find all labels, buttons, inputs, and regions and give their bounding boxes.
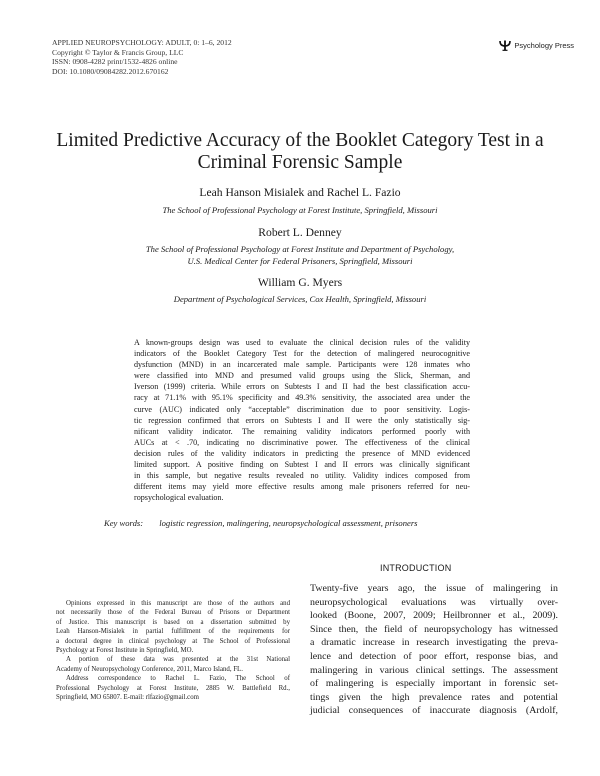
body-line: malingering in various clinical settings. The assessment	[310, 664, 558, 676]
abstract	[134, 337, 470, 503]
affiliation-line: Department of Psychological Services, Cox Health, Springfield, Missouri	[173, 294, 427, 304]
abstract-line: racy at 71.1% with 95.1% specificity and 49.3% sensitivity, the associated area under the	[134, 393, 470, 403]
affiliation-line: The School of Professional Psychology at Forest Institute, Springfield, Missouri	[162, 205, 438, 215]
publisher-logo	[499, 40, 574, 51]
abstract-line: AUCs at < .70, indicating no discriminative power. The effectiveness of the clinical	[134, 437, 470, 447]
body-line: Twenty-five years ago, the issue of malingering in	[310, 583, 558, 594]
footnote-line: A portion of these data was presented at the 31st National	[66, 656, 290, 664]
footnote-line: not necessarily those of the Federal Bureau of Prisons or Department	[56, 609, 290, 617]
affiliation-line: The School of Professional Psychology at Forest Institute and Department of Psychology,	[145, 244, 455, 254]
keywords	[104, 518, 418, 528]
abstract-line: in this sample, but negative results revealed no utility. Validity indices composed from	[134, 471, 470, 481]
author-names: William G. Myers	[257, 276, 343, 289]
article-title	[40, 130, 560, 174]
footnote	[56, 599, 290, 702]
psi-logo-icon	[499, 40, 511, 51]
body-text	[310, 582, 558, 718]
body-line: Since then, the field of neuropsychology has witnessed	[310, 623, 558, 635]
abstract-line: dysfunction (MND) in an incarcerated male sample. Participants were 128 inmates who	[134, 360, 470, 370]
abstract-line: tic regression confirmed that errors on Subtests I and II were the only statistically sig-	[134, 415, 470, 425]
abstract-line: decision rules of the validity indicators in predicting the presence of MND evidenced	[134, 448, 470, 458]
footnote-line: of Justice. This manuscript is based on a dissertation submitted by	[56, 618, 290, 626]
body-line: neuropsychological evaluations was virtually over-	[310, 596, 558, 608]
body-line: tings given the high prevalence rates and potential	[310, 691, 558, 703]
keywords-label: Key words:	[104, 518, 144, 528]
abstract-line: nificant validity indicator. The remaining validity indicators performed poorly with	[134, 426, 470, 436]
footnote-line: Psychology at Forest Institute in Springfield, MO.	[56, 647, 194, 655]
body-line: a dramatic increase in research investigating the preva-	[310, 637, 558, 649]
body-line: of malingering is especially important in forensic set-	[310, 678, 558, 690]
title-line: Limited Predictive Accuracy of the Booklet Category Test in a	[56, 130, 544, 151]
footnote-line: a doctoral degree in clinical psychology at The School of Professional	[56, 637, 290, 645]
abstract-line: indicators of the Booklet Category Test for the detection of malingered neurocognitive	[134, 349, 470, 359]
author-affiliation	[0, 205, 600, 217]
keywords-list: logistic regression, malingering, neuropsychological assessment, prisoners	[159, 518, 418, 528]
section-heading: INTRODUCTION	[380, 563, 452, 573]
publisher-name: Psychology Press	[514, 41, 574, 50]
abstract-line: different items may yield more effective results among male prisoners referred for neu-	[134, 482, 470, 492]
abstract-line: A known-groups design was used to evaluate the clinical decision rules of the validity	[134, 338, 470, 347]
author-affiliation	[0, 244, 600, 267]
author-names: Leah Hanson Misialek and Rachel L. Fazio	[199, 186, 401, 199]
body-line: judicial consequences of inaccurate diagnosis (Ardolf,	[310, 705, 558, 717]
affiliation-line: U.S. Medical Center for Federal Prisoners, Springfield, Missouri	[187, 255, 413, 266]
footnote-line: Address correspondence to Rachel L. Fazio, The School of	[66, 675, 290, 683]
copyright-line: Copyright © Taylor & Francis Group, LLC	[52, 47, 184, 57]
footnote-line: Springfield, MO 65807. E-mail: rlfazio@gmail.com	[56, 694, 199, 702]
title-line: Criminal Forensic Sample	[197, 152, 403, 173]
abstract-line: were classified into MND and presumed valid groups using the Slick, Sherman, and	[134, 371, 470, 381]
author-names: Robert L. Denney	[258, 226, 342, 239]
journal-header	[52, 38, 232, 76]
abstract-line: Iverson (1999) criteria. While errors on Subtests I and II had the best classification accu-	[134, 382, 470, 392]
issn-line: ISSN: 0908-4282 print/1532-4826 online	[52, 57, 178, 67]
doi-line: DOI: 10.1080/09084282.2012.670162	[52, 66, 169, 76]
body-line: lence and detection of poor effort, response bias, and	[310, 650, 558, 662]
footnote-line: Professional Psychology at Forest Institute, 2885 W. Battlefield Rd.,	[56, 684, 290, 692]
footnote-line: Academy of Neuropsychology Conference, 2011, Marco Island, FL.	[56, 665, 243, 673]
author-affiliation	[0, 294, 600, 306]
body-line: looked (Boone, 2007, 2009; Heilbronner et al., 2009).	[310, 610, 558, 622]
footnote-line: Opinions expressed in this manuscript are those of the authors and	[66, 600, 290, 607]
abstract-line: curve (AUC) indicated only “acceptable” discrimination due to poor sensitivity. Logis-	[134, 404, 470, 414]
abstract-line: ropsychological evaluation.	[134, 493, 224, 503]
abstract-line: limited support. A positive finding on Subtest I and II errors was clinically significant	[134, 460, 470, 470]
footnote-line: Leah Hanson-Misialek in partial fulfillment of the requirements for	[56, 628, 290, 636]
journal-line: APPLIED NEUROPSYCHOLOGY: ADULT, 0: 1–6, 2012	[52, 38, 232, 47]
